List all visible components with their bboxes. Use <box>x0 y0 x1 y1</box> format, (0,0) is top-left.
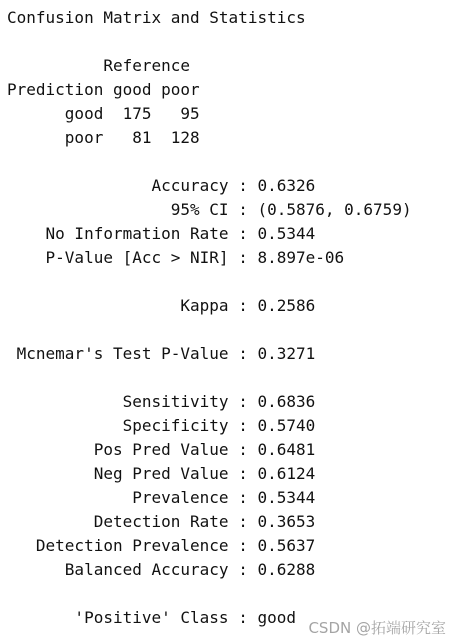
stat-kappa: Kappa : 0.2586 <box>7 296 316 315</box>
stat-specificity: Specificity : 0.5740 <box>7 416 316 435</box>
output-line-blank <box>7 366 412 390</box>
stat-positive-class: 'Positive' Class : good <box>7 608 296 627</box>
stat-accuracy: Accuracy : 0.6326 <box>7 176 316 195</box>
output-line-blank <box>7 318 412 342</box>
csdn-watermark: CSDN @拓端研究室 <box>308 619 446 637</box>
confusion-matrix-reference-header: Reference <box>7 56 191 75</box>
stat-mcnemar-p-value: Mcnemar's Test P-Value : 0.3271 <box>7 344 316 363</box>
output-line-blank <box>7 582 412 606</box>
confusion-matrix-row-poor: poor 81 128 <box>7 128 200 147</box>
output-line-title: Confusion Matrix and Statistics <box>7 8 306 27</box>
stat-sensitivity: Sensitivity : 0.6836 <box>7 392 316 411</box>
confusion-matrix-row-good: good 175 95 <box>7 104 200 123</box>
stat-95-ci: 95% CI : (0.5876, 0.6759) <box>7 200 412 219</box>
stat-balanced-accuracy: Balanced Accuracy : 0.6288 <box>7 560 316 579</box>
stat-neg-pred-value: Neg Pred Value : 0.6124 <box>7 464 316 483</box>
stat-detection-prevalence: Detection Prevalence : 0.5637 <box>7 536 316 555</box>
console-output <box>7 6 412 630</box>
stat-pos-pred-value: Pos Pred Value : 0.6481 <box>7 440 316 459</box>
output-line-blank <box>7 150 412 174</box>
confusion-matrix-column-header: Prediction good poor <box>7 80 200 99</box>
stat-p-value-acc-nir: P-Value [Acc > NIR] : 8.897e-06 <box>7 248 345 267</box>
stat-detection-rate: Detection Rate : 0.3653 <box>7 512 316 531</box>
output-line-blank <box>7 270 412 294</box>
output-line-blank <box>7 30 412 54</box>
stat-prevalence: Prevalence : 0.5344 <box>7 488 316 507</box>
stat-no-information-rate: No Information Rate : 0.5344 <box>7 224 316 243</box>
